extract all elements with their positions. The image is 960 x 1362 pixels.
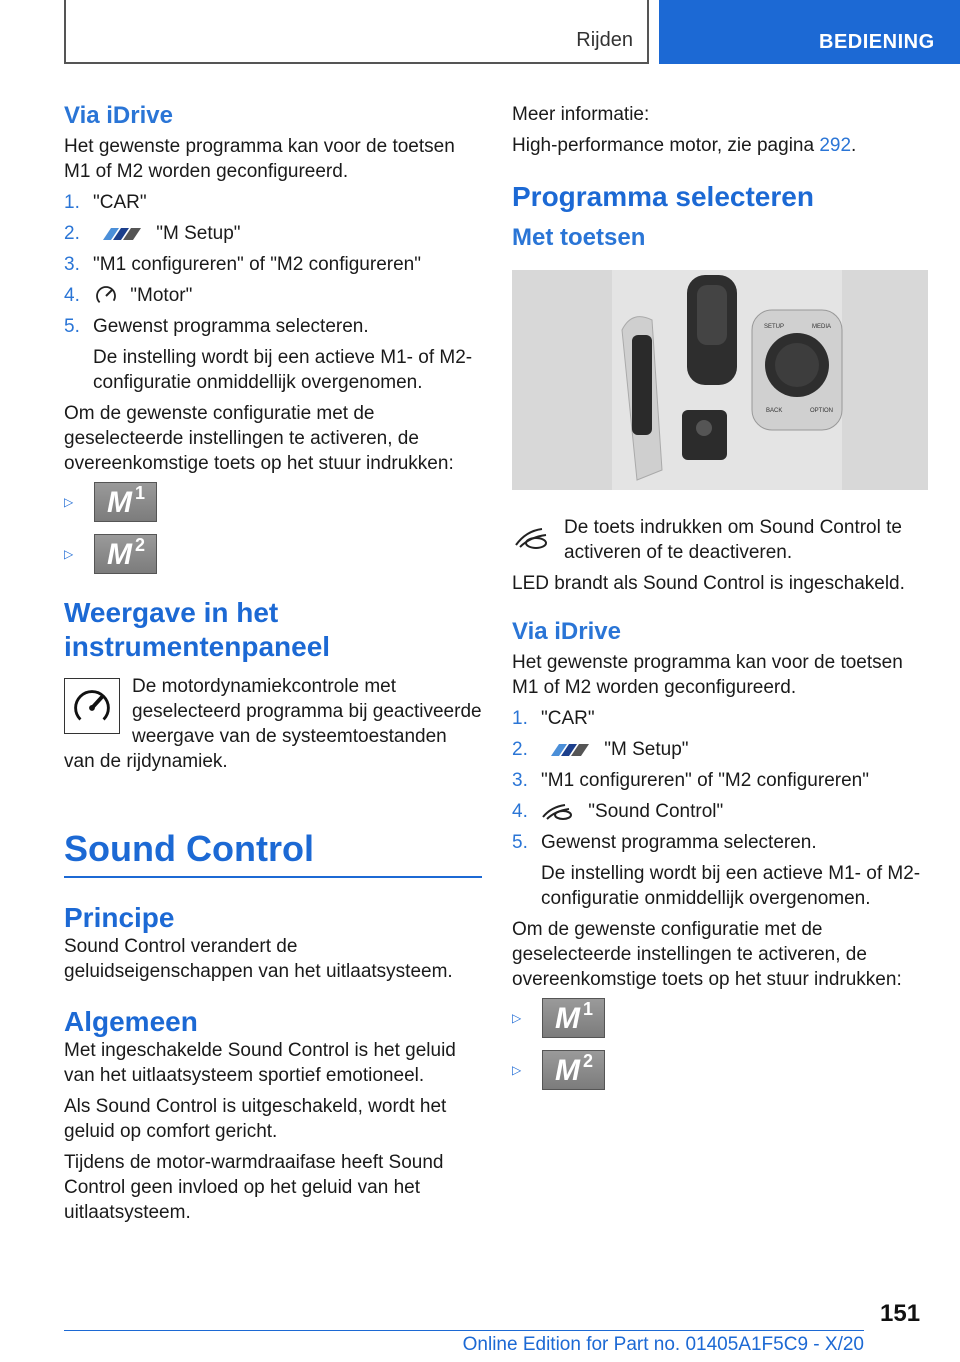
m2-button-icon: M 2 <box>94 534 157 574</box>
press-instruction-right: Om de gewenste configuratie met de geselecteerde instellingen te activeren, de overeenkomstige toets op het stuur indrukken: <box>512 919 902 990</box>
programma-heading: Programma selecteren <box>512 181 814 212</box>
footer-edition: Online Edition for Part no. 01405A1F5C9 - X/20 <box>462 1334 864 1355</box>
sound-control-heading: Sound Control <box>64 828 482 878</box>
photo-label-setup: SETUP <box>764 324 785 330</box>
met-toetsen-heading: Met toetsen <box>512 224 646 251</box>
triangle-bullet-icon: ▷ <box>64 495 74 509</box>
list-item: 2. "M Setup" <box>64 223 241 244</box>
list-item: 4. "Motor" <box>64 283 482 308</box>
footer-divider <box>64 1330 864 1331</box>
triangle-bullet-icon: ▷ <box>512 1011 522 1025</box>
left-column <box>64 102 482 1231</box>
list-item: 3. "M1 configureren" of "M2 configureren" <box>64 254 421 275</box>
m1-bullet <box>64 482 482 522</box>
list-item: 5. Gewenst programma selecteren. De instelling wordt bij een actieve M1- of M2-configuratie onmiddellijk overgenomen. <box>512 832 921 909</box>
algemeen-heading: Algemeen <box>64 1006 198 1037</box>
list-item: 4. "Sound Control" <box>512 801 724 822</box>
meer-informatie-label: Meer informatie: <box>512 104 650 125</box>
m-setup-stripes-icon <box>93 226 145 242</box>
m2-button-icon: M 2 <box>542 1050 605 1090</box>
meer-informatie-text: High-performance motor, zie pagina 292. <box>512 135 857 156</box>
weergave-text: De motordynamiekcontrole met geselecteerd programma bij geactiveerde weergave van de systeemtoestanden van de rijdynamiek. <box>64 676 482 772</box>
via-idrive-heading-right: Via iDrive <box>512 618 621 645</box>
left-steps-list <box>64 190 482 395</box>
algemeen-text-2: Als Sound Control is uitgeschakeld, wordt het geluid op comfort gericht. <box>64 1096 447 1142</box>
principe-text: Sound Control verandert de geluidseigenschappen van het uitlaatsysteem. <box>64 936 453 982</box>
algemeen-text-3: Tijdens de motor-warmdraaifase heeft Sound Control geen invloed op het geluid van het uitlaatsysteem. <box>64 1152 444 1223</box>
list-item: 1. "CAR" <box>512 708 595 729</box>
chapter-title: BEDIENING <box>819 31 935 53</box>
photo-label-option: OPTION <box>810 408 834 414</box>
via-idrive-text-right: Het gewenste programma kan voor de toetsen M1 of M2 worden geconfigureerd. <box>512 652 903 698</box>
m1-bullet-right <box>512 998 928 1038</box>
list-item: 2. "M Setup" <box>512 739 689 760</box>
chapter-tab <box>659 0 960 64</box>
photo-label-media: MEDIA <box>812 324 832 330</box>
weergave-heading: Weergave in het instrumentenpaneel <box>64 597 331 662</box>
m2-bullet-right <box>512 1050 928 1090</box>
triangle-bullet-icon: ▷ <box>64 547 74 561</box>
toets-block <box>512 515 928 571</box>
page-number: 151 <box>880 1300 921 1327</box>
right-column <box>512 102 928 1102</box>
page-reference-link[interactable]: 292 <box>819 135 852 156</box>
weergave-block <box>64 674 482 780</box>
triangle-bullet-icon: ▷ <box>512 1063 522 1077</box>
toets-text: De toets indrukken om Sound Control te activeren of te deactiveren. <box>564 517 902 563</box>
motor-dynamics-gauge-icon <box>64 678 120 734</box>
center-console-photo <box>512 270 928 490</box>
led-text: LED brandt als Sound Control is ingeschakeld. <box>512 573 905 594</box>
list-item: 5. Gewenst programma selecteren. De instelling wordt bij een actieve M1- of M2-configuratie onmiddellijk overgenomen. <box>64 316 473 393</box>
m-setup-stripes-icon <box>541 742 593 758</box>
via-idrive-heading: Via iDrive <box>64 102 173 129</box>
motor-gauge-icon <box>93 285 119 307</box>
principe-heading: Principe <box>64 902 175 933</box>
section-title: Rijden <box>576 29 633 51</box>
sound-control-icon <box>512 521 552 555</box>
via-idrive-text: Het gewenste programma kan voor de toetsen M1 of M2 worden geconfigureerd. <box>64 136 455 182</box>
right-steps-list <box>512 706 928 911</box>
m2-bullet <box>64 534 482 574</box>
m1-button-icon: M 1 <box>94 482 157 522</box>
photo-label-back: BACK <box>766 408 783 414</box>
sound-control-icon <box>541 802 577 822</box>
algemeen-text-1: Met ingeschakelde Sound Control is het geluid van het uitlaatsysteem sportief emotioneel. <box>64 1040 456 1086</box>
m1-button-icon: M 1 <box>542 998 605 1038</box>
header-box <box>64 0 649 64</box>
press-instruction: Om de gewenste configuratie met de geselecteerde instellingen te activeren, de overeenkomstige toets op het stuur indrukken: <box>64 403 454 474</box>
list-item: 1. "CAR" <box>64 192 147 213</box>
list-item: 3. "M1 configureren" of "M2 configureren" <box>512 770 869 791</box>
